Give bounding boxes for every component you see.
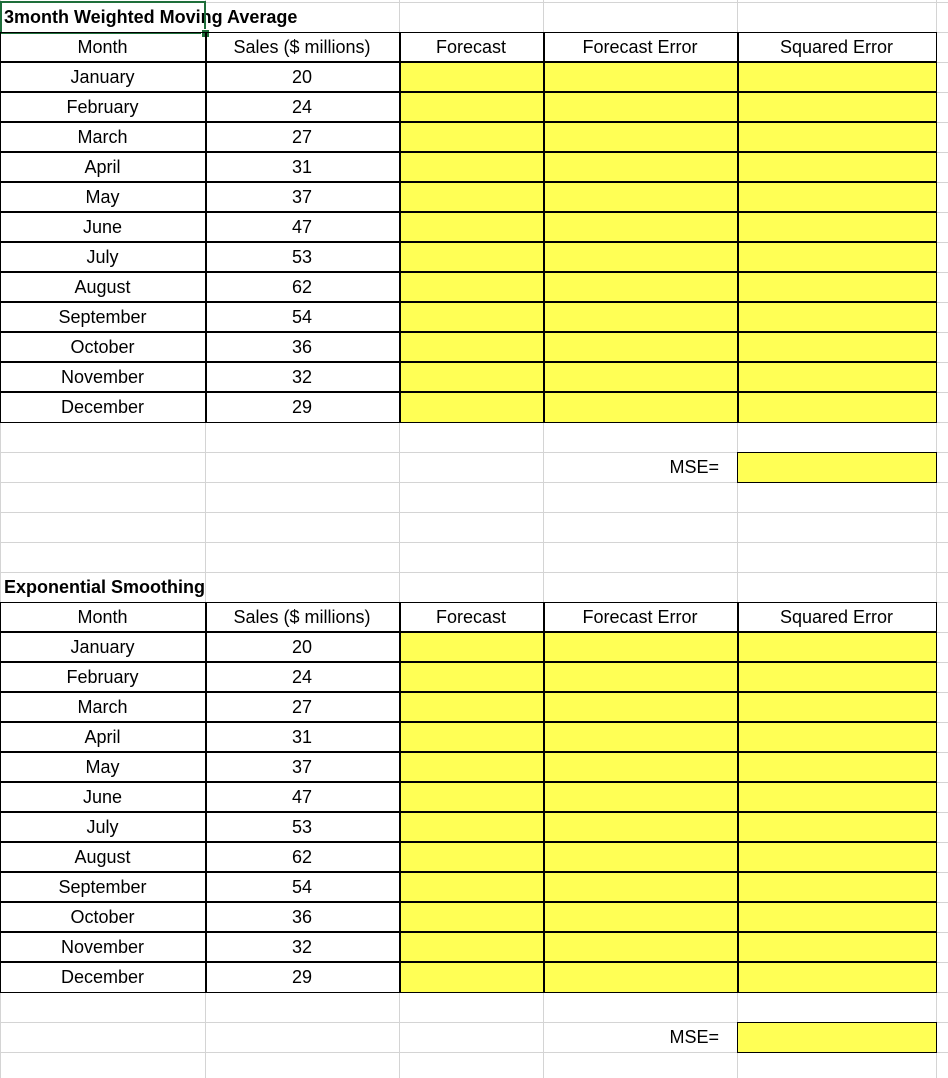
row-border [0,301,937,303]
sales-cell[interactable]: 53 [291,247,313,267]
month-cell[interactable]: June [82,787,123,807]
row-border [0,391,937,393]
month-cell[interactable]: May [85,757,120,777]
row-border [0,901,937,903]
row-border [0,931,937,933]
row-border [0,841,937,843]
section1-header-month: Month [77,37,128,57]
section1-header-forecast-error: Forecast Error [582,37,698,57]
row-border [0,661,937,663]
sales-cell[interactable]: 31 [291,157,313,177]
sales-cell[interactable]: 36 [291,337,313,357]
section2-header-month: Month [77,607,128,627]
sales-cell[interactable]: 29 [291,967,313,987]
row-border [0,361,937,363]
month-cell[interactable]: March [77,127,128,147]
row-border [0,91,937,93]
month-cell[interactable]: October [70,907,135,927]
section2-header-sales: Sales ($ millions) [233,607,371,627]
sales-cell[interactable]: 54 [291,877,313,897]
row-border [0,241,937,243]
month-cell[interactable]: September [58,877,147,897]
sales-cell[interactable]: 31 [291,727,313,747]
month-cell[interactable]: May [85,187,120,207]
month-cell[interactable]: January [70,67,135,87]
month-cell[interactable]: August [74,277,131,297]
row-border [0,811,937,813]
section2-mse-value[interactable] [737,1022,936,1052]
row-border [0,961,937,963]
section1-title: 3month Weighted Moving Average [4,7,298,27]
sales-cell[interactable]: 20 [291,67,313,87]
row-border [0,181,937,183]
sales-cell[interactable]: 20 [291,637,313,657]
month-cell[interactable]: April [84,727,121,747]
row-border [0,271,937,273]
row-border [0,691,937,693]
section2-mse-label: MSE= [669,1027,719,1047]
row-border [0,721,937,723]
sales-cell[interactable]: 47 [291,217,313,237]
sales-cell[interactable]: 37 [291,187,313,207]
month-cell[interactable]: February [66,97,139,117]
month-cell[interactable]: April [84,157,121,177]
month-cell[interactable]: November [60,937,145,957]
row-border [0,121,937,123]
sales-cell[interactable]: 54 [291,307,313,327]
sales-cell[interactable]: 29 [291,397,313,417]
section2-header-squared-error: Squared Error [779,607,894,627]
section2-header-forecast-error: Forecast Error [582,607,698,627]
sales-cell[interactable]: 62 [291,847,313,867]
sales-cell[interactable]: 62 [291,277,313,297]
sales-cell[interactable]: 53 [291,817,313,837]
sales-cell[interactable]: 24 [291,667,313,687]
section2-title: Exponential Smoothing [4,577,205,597]
sales-cell[interactable]: 27 [291,697,313,717]
sales-cell[interactable]: 36 [291,907,313,927]
sales-cell[interactable]: 32 [291,367,313,387]
month-cell[interactable]: October [70,337,135,357]
selected-cell[interactable] [0,1,206,34]
section1-header-sales: Sales ($ millions) [233,37,371,57]
section2-header-forecast: Forecast [435,607,507,627]
section1-mse-label: MSE= [669,457,719,477]
month-cell[interactable]: July [86,247,119,267]
row-border [0,151,937,153]
sales-cell[interactable]: 27 [291,127,313,147]
row-border [0,751,937,753]
section1-header-forecast: Forecast [435,37,507,57]
month-cell[interactable]: January [70,637,135,657]
month-cell[interactable]: March [77,697,128,717]
row-border [0,331,937,333]
month-cell[interactable]: February [66,667,139,687]
month-cell[interactable]: June [82,217,123,237]
row-border [0,211,937,213]
sales-cell[interactable]: 32 [291,937,313,957]
sales-cell[interactable]: 47 [291,787,313,807]
section1-header-squared-error: Squared Error [779,37,894,57]
sales-cell[interactable]: 24 [291,97,313,117]
month-cell[interactable]: December [60,967,145,987]
month-cell[interactable]: December [60,397,145,417]
month-cell[interactable]: July [86,817,119,837]
month-cell[interactable]: September [58,307,147,327]
sales-cell[interactable]: 37 [291,757,313,777]
month-cell[interactable]: August [74,847,131,867]
month-cell[interactable]: November [60,367,145,387]
row-border [0,781,937,783]
row-border [0,871,937,873]
section1-mse-value[interactable] [737,452,936,482]
